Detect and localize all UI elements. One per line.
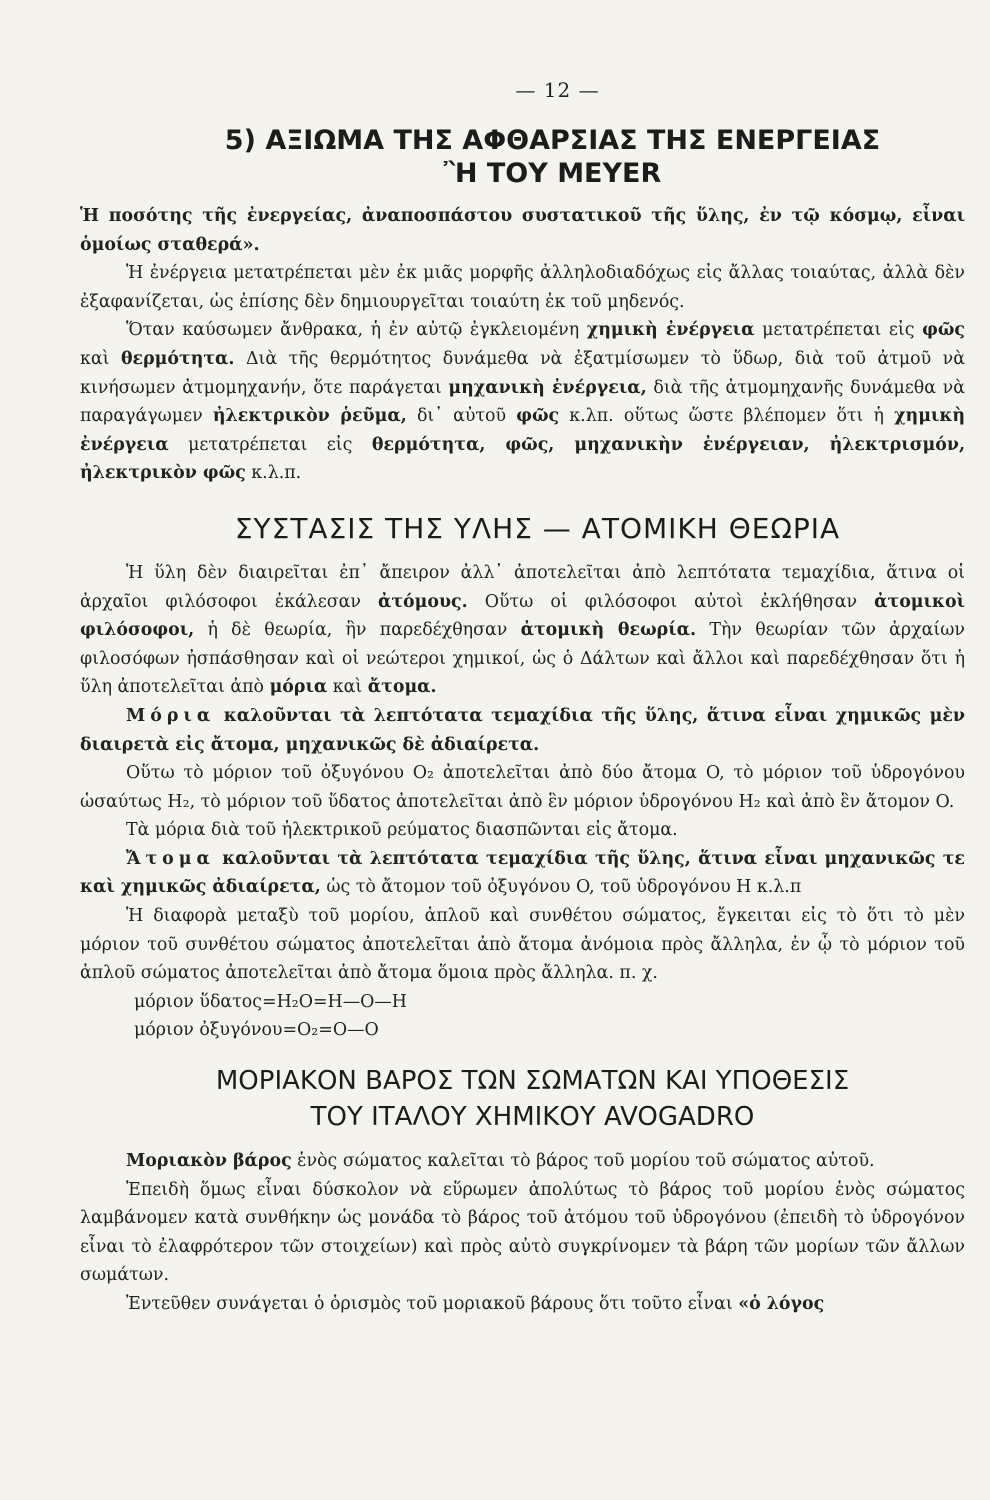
heading-molecular-weight-line-1: ΜΟΡΙΑΚΟΝ ΒΑΡΟΣ ΤΩΝ ΣΩΜΑΤΩΝ ΚΑΙ ΥΠΟΘΕΣΙΣ — [215, 1066, 850, 1097]
bold-term: καλοῦνται τὰ λεπτότατα τεμαχίδια τῆς ὕλης, ἅτινα εἶναι μηχανικῶς τε καὶ χημικῶς ἀδιαίρετα, — [80, 848, 965, 898]
bold-term: ἀτομικὴ θεωρία. — [520, 620, 697, 641]
section-title — [140, 124, 965, 190]
text-run: Ἐντεῦθεν συνάγεται ὁ ὁρισμὸς τοῦ μοριακοῦ βάρους ὅτι τοῦτο εἶναι — [126, 1294, 739, 1314]
text-run: ἑνὸς σώματος καλεῖται τὸ βάρος τοῦ μορίου τοῦ σώματος αὐτοῦ. — [291, 1151, 875, 1172]
text-run: Τὴν θεωρίαν τῶν ἀρχαίων φιλοσόφων ἠσπάσθησαν καὶ οἱ νεώτεροι χημικοί, ὡς ὁ Δάλτων καὶ ἄλλοι καὶ παρεδέχθησαν ὅτι ἡ ὕλη ἀποτελεῖται ἀπὸ — [80, 620, 965, 698]
spaced-term: Μόρια — [126, 705, 216, 726]
bold-term: ἀτομικοὶ φιλόσοφοι, — [80, 591, 965, 641]
definition-molecules — [80, 702, 965, 759]
section-title-line-1: 5) ΑΞΙΩΜΑ ΤΗΣ ΑΦΘΑΡΣΙΑΣ ΤΗΣ ΕΝΕΡΓΕΙΑΣ — [224, 125, 881, 156]
section-title-line-2: Ἢ ΤΟΥ MEYER — [443, 158, 662, 189]
heading-molecular-weight — [100, 1063, 965, 1135]
bold-term: ἄτομα. — [367, 677, 437, 698]
axiom-statement: Ἡ ποσότης τῆς ἐνεργείας, ἀναποσπάστου συστατικοῦ τῆς ὕλης, ἐν τῷ κόσμῳ, εἶναι ὁμοίως σταθερά». — [80, 206, 965, 255]
paragraph-atomic-theory — [80, 559, 965, 702]
paragraph-simple-vs-compound: Ἡ διαφορὰ μεταξὺ τοῦ μορίου, ἁπλοῦ καὶ συνθέτου σώματος, ἔγκειται εἰς τὸ ὅτι τὸ μὲν μόριον τοῦ συνθέτου σώματος ἀποτελεῖται ἀπὸ ἄτομα ἀνόμοια πρὸς ἄλληλα, ἐν ᾧ τὸ μόριον τοῦ ἁπλοῦ σώματος ἀποτελεῖται ἀπὸ ἄτομα ὅμοια πρὸς ἄλληλα. π. χ. — [80, 906, 965, 984]
spaced-term: Ἄτομα — [126, 848, 215, 869]
page-number: — 12 — — [515, 78, 600, 102]
text-run: μετατρέπεται εἰς — [754, 320, 923, 341]
text-run: Ὅταν καύσωμεν ἄνθρακα, ἡ ἐν αὐτῷ ἐγκλειομένη — [126, 320, 587, 341]
paragraph-molecular-weight-def — [80, 1147, 965, 1176]
bold-term: ἠλεκτρικὸν ῥεῦμα, — [212, 406, 407, 427]
bold-term: φῶς — [922, 320, 965, 341]
bold-term: θερμότητα. — [120, 348, 235, 369]
paragraph-molecule-examples: Οὕτω τὸ μόριον τοῦ ὀξυγόνου O₂ ἀποτελεῖται ἀπὸ δύο ἄτομα O, τὸ μόριον τοῦ ὑδρογόνου ὡσαύτως H₂, τὸ μόριον τοῦ ὕδατος ἀποτελεῖται ἀπὸ ἓν μόριον ὑδρογόνου H₂ καὶ ἀπὸ ἓν ἄτομον O. — [80, 763, 965, 812]
paragraph-electrolysis: Τὰ μόρια διὰ τοῦ ἠλεκτρικοῦ ρεύματος διασπῶνται εἰς ἄτομα. — [126, 820, 678, 841]
bold-term: ἀτόμους. — [377, 591, 468, 612]
text-run: κ.λ.π. — [245, 463, 302, 484]
text-run: καὶ — [80, 348, 121, 369]
formula-water: μόριον ὕδατος=H₂O=H—O—H — [134, 991, 407, 1012]
text-run: καλοῦνται τὰ λεπτότατα τεμαχίδια τῆς ὕλης, ἅτινα εἶναι χημικῶς μὲν διαιρετὰ εἰς ἄτομα, μηχανικῶς δὲ ἀδιαίρετα. — [80, 705, 965, 755]
text-run: ὡς τὸ ἄτομον τοῦ ὀξυγόνου O, τοῦ ὑδρογόνου H κ.λ.π — [320, 877, 802, 898]
text-run: Διὰ τῆς θερμότητος δυνάμεθα νὰ ἐξατμίσωμεν τὸ ὕδωρ, διὰ τοῦ ἀτμοῦ νὰ κινήσωμεν ἀτμομηχανήν, ὅτε παράγεται — [80, 348, 965, 398]
paragraph-coal-example — [80, 316, 965, 488]
paragraph-energy-transform: Ἡ ἐνέργεια μετατρέπεται μὲν ἐκ μιᾶς μορφῆς ἀλληλοδιαδόχως εἰς ἄλλας τοιαύτας, ἀλλὰ δὲν ἐξαφανίζεται, ὡς ἐπίσης δὲν δημιουργεῖται τοιαύτη ἐκ τοῦ μηδενός. — [80, 263, 965, 312]
bold-term: μόρια — [269, 677, 328, 698]
bold-term: χημικὴ ἐνέργεια — [80, 406, 966, 455]
text-run: καὶ — [327, 677, 368, 698]
bold-term: φῶς — [516, 406, 560, 427]
text-run: δι᾽ αὐτοῦ — [406, 406, 517, 427]
definition-atoms — [80, 845, 965, 902]
paragraph-definition-continues — [80, 1290, 965, 1319]
bold-term: θερμότητα, φῶς, μηχανικὴν ἐνέργειαν, ἠλεκτρισμόν, ἠλεκτρικὸν φῶς — [80, 434, 965, 484]
text-run: διὰ τῆς ἀτμομηχανῆς δυνάμεθα νὰ παραγάγωμεν — [80, 377, 965, 427]
bold-term: μηχανικὴ ἐνέργεια, — [448, 377, 647, 398]
paragraph-hydrogen-unit: Ἐπειδὴ ὅμως εἶναι δύσκολον νὰ εὕρωμεν ἀπολύτως τὸ βάρος τοῦ μορίου ἑνὸς σώματος λαμβάνομεν κατὰ συνθήκην ὡς μονάδα τὸ βάρος τοῦ ἀτόμου τοῦ ὑδρογόνου (ἐπειδὴ τὸ ὑδρογόνον εἶναι τὸ ἐλαφρότερον τῶν στοιχείων) καὶ πρὸς αὐτὸ συγκρίνομεν τὰ βάρη τῶν μορίων τῶν ἄλλων σωμάτων. — [80, 1179, 965, 1286]
text-run: μετατρέπεται εἰς — [168, 434, 372, 455]
bold-term: «ὁ λόγος — [738, 1294, 825, 1314]
text-run: Ἡ ὕλη δὲν διαιρεῖται ἐπ᾽ ἄπειρον ἀλλ᾽ ἀποτελεῖται ἀπὸ λεπτότατα τεμαχίδια, ἅτινα οἱ ἀρχαῖοι φιλόσοφοι ἐκάλεσαν — [80, 562, 965, 612]
text-run: Οὕτω οἱ φιλόσοφοι αὐτοὶ ἐκλήθησαν — [467, 591, 875, 612]
heading-composition-of-matter: ΣΥΣΤΑΣΙΣ ΤΗΣ ΥΛΗΣ — ΑΤΟΜΙΚΗ ΘΕΩΡΙΑ — [234, 511, 841, 545]
bold-term: Μοριακὸν βάρος — [126, 1151, 292, 1172]
formula-oxygen: μόριον ὀξυγόνου=O₂=O—O — [134, 1020, 379, 1041]
text-run: κ.λπ. οὕτως ὥστε βλέπομεν ὅτι ἡ — [559, 406, 895, 427]
document-page — [80, 78, 965, 1319]
bold-term: χημικὴ ἐνέργεια — [586, 320, 755, 341]
text-run: ἡ δὲ θεωρία, ἣν παρεδέχθησαν — [194, 620, 521, 641]
heading-molecular-weight-line-2: ΤΟΥ ΙΤΑΛΟΥ ΧΗΜΙΚΟΥ AVOGADRO — [310, 1102, 755, 1133]
